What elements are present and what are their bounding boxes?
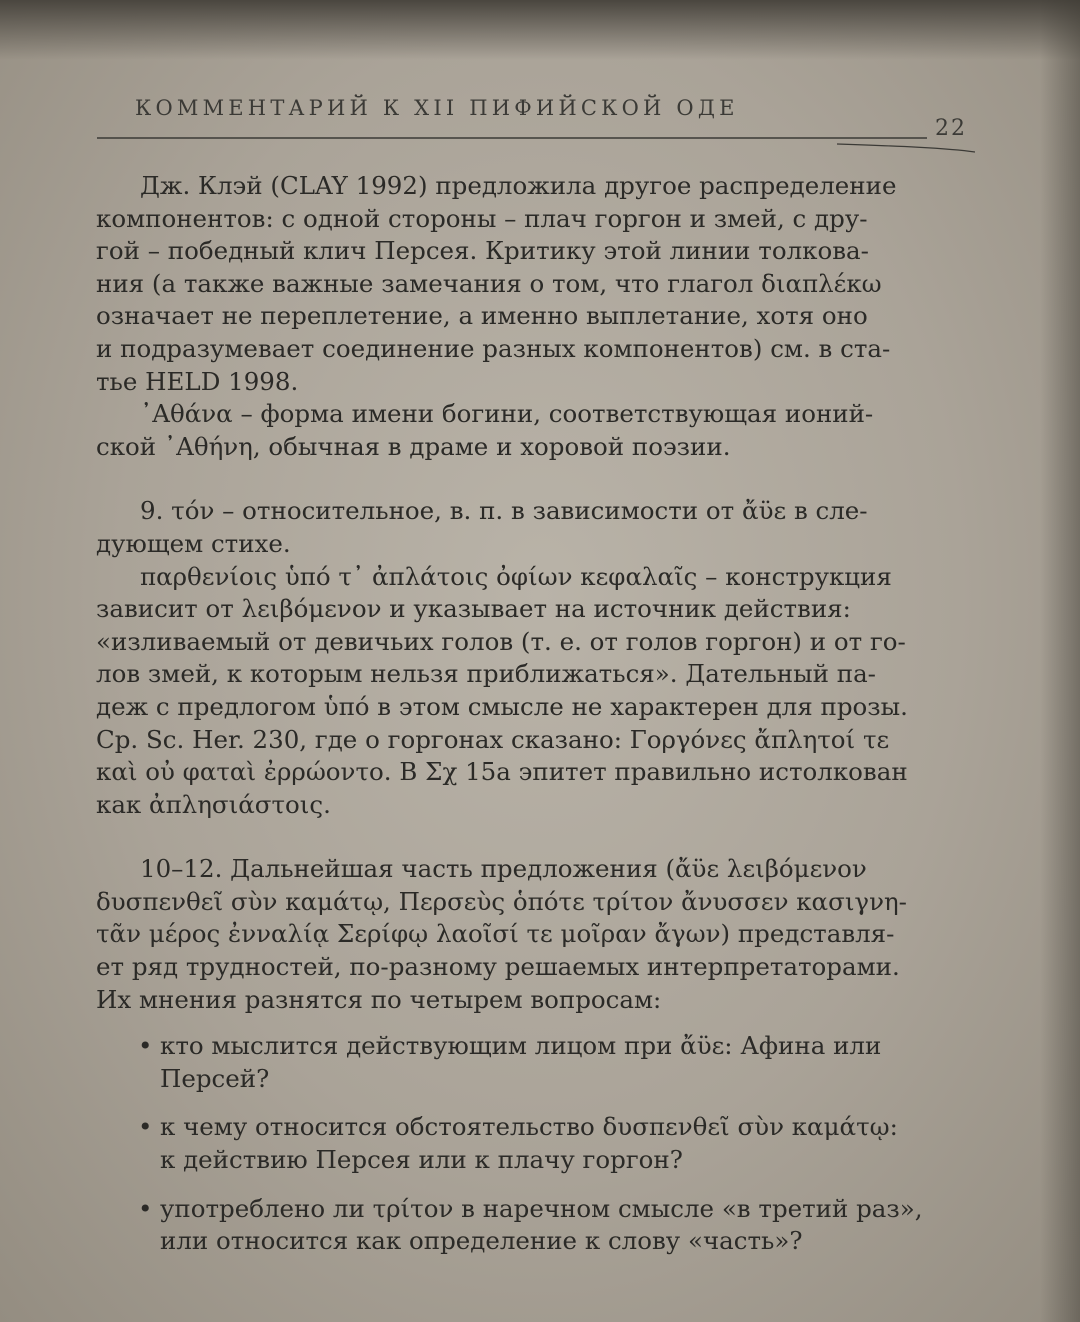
text-line: Дж. Клэй (CLAY 1992) предложила другое распределение	[140, 171, 897, 200]
text-line: 10–12. Дальнейшая часть предложения (ἄϋε λειβόμενον	[140, 854, 867, 884]
text-line: тье HELD 1998.	[96, 366, 299, 396]
text-line: Ср. Sc. Her. 230, где о горгонах сказано: Γοργόνες ἄπλητοί τε	[96, 724, 890, 754]
list-item	[96, 1193, 974, 1258]
paragraph-line-9	[96, 495, 974, 560]
bullet-icon: •	[138, 1031, 153, 1061]
text-line: гой – победный клич Персея. Критику этой линии толкова-	[96, 236, 869, 266]
list-item	[96, 1030, 974, 1095]
text-line: компонентов: с одной стороны – плач горгон и змей, с дру-	[96, 203, 868, 233]
paragraph-athana	[96, 398, 974, 463]
bullet-icon: •	[138, 1193, 153, 1223]
text-line: и подразумевает соединение разных компонентов) см. в ста-	[96, 333, 891, 363]
bullet-icon: •	[138, 1112, 153, 1142]
text-line: τᾶν μέρος ἐνναλίᾳ Σερίφῳ λαοῖσί τε μοῖραν ἄγων) представля-	[96, 919, 895, 949]
text-line: как ἀπλησιάστοις.	[96, 789, 331, 819]
text-line: дующем стихе.	[96, 528, 291, 558]
text-line: δυσπενθεῖ σὺν καμάτῳ, Περσεὺς ὁπότε τρίτον ἄνυσσεν κασιγνη-	[96, 886, 907, 916]
text-line: ᾿Αθάνα – форма имени богини, соответствующая ионий-	[140, 399, 874, 429]
text-line: зависит от λειβόμενον и указывает на источник действия:	[96, 594, 851, 624]
paragraph-clay	[96, 170, 974, 398]
text-line: ской ᾿Αθήνη, обычная в драме и хоровой поэзии.	[96, 431, 731, 461]
text-line: к чему относится обстоятельство δυσπενθεῖ σὺν καμάτῳ:	[160, 1112, 898, 1142]
text-line: ет ряд трудностей, по-разному решаемых интерпретаторами.	[96, 952, 900, 982]
questions-list	[96, 1030, 974, 1258]
text-line: Персей?	[160, 1063, 270, 1093]
running-title: КОММЕНТАРИЙ К XII ПИФИЙСКОЙ ОДЕ	[135, 96, 739, 120]
text-line: лов змей, к которым нельзя приближаться». Дательный па-	[96, 659, 876, 689]
text-line: означает не переплетение, а именно выплетание, хотя оно	[96, 301, 868, 331]
paragraph-lines-10-12	[96, 853, 974, 1016]
text-line: «изливаемый от девичьих голов (т. е. от голов горгон) и от го-	[96, 626, 906, 656]
text-line: кто мыслится действующим лицом при ἄϋε: Афина или	[160, 1031, 882, 1061]
list-item	[96, 1111, 974, 1176]
text-line: καὶ οὐ φαταὶ ἐρρώοντο. В Σχ 15а эпитет правильно истолкован	[96, 757, 908, 787]
text-line: 9. τόν – относительное, в. п. в зависимости от ἄϋε в сле-	[140, 496, 868, 526]
text-line: к действию Персея или к плачу горгон?	[160, 1145, 683, 1175]
text-line: или относится как определение к слову «часть»?	[160, 1226, 803, 1256]
text-line: деж с предлогом ὑπό в этом смысле не характерен для прозы.	[96, 691, 908, 721]
page-number: 22	[935, 116, 967, 141]
paragraph-construction	[96, 561, 974, 822]
text-line: παρθενίοις ὑπό τ᾿ ἀπλάτοις ὀφίων κεφαλαῖς – конструкция	[140, 561, 892, 591]
body-text	[96, 170, 974, 1274]
text-line: употреблено ли τρίτον в наречном смысле «в третий раз»,	[160, 1193, 923, 1223]
text-line: ния (а также важные замечания о том, что глагол διαπλέκω	[96, 268, 882, 298]
header-rule	[97, 134, 975, 156]
text-line: Их мнения разнятся по четырем вопросам:	[96, 984, 662, 1014]
